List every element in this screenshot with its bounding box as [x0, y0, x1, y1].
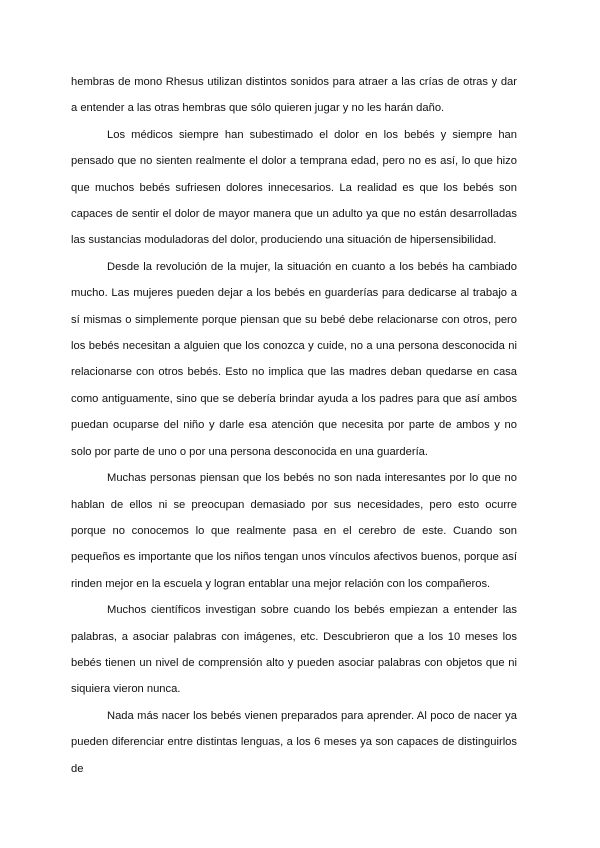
paragraph-continuation: hembras de mono Rhesus utilizan distintos sonidos para atraer a las crías de otras y dar a entender a las otras hembras que sólo quieren jugar y no les harán daño. [71, 76, 517, 115]
paragraph-born-learning: Nada más nacer los bebés vienen preparados para aprender. Al poco de nacer ya pueden diferenciar entre distintas lenguas, a los 6 meses ya son capaces de distinguirlos de [71, 709, 517, 775]
paragraph-women-revolution: Desde la revolución de la mujer, la situación en cuanto a los bebés ha cambiado mucho. Las mujeres pueden dejar a los bebés en guarderías para dedicarse al trabajo a sí mismas o simplemente porque piensan que su bebé debe relacionarse con otros, pero los bebés necesitan a alguien que los conozca y cuide, no a una persona desconocida ni relacionarse con otros bebés. Esto no implica que las madres deban quedarse en casa como antiguamente, sino que se debería brindar ayuda a los padres para que así ambos puedan ocuparse del niño y darle esa atención que necesita por parte de ambos y no solo por parte de uno o por una persona desconocida en una guardería. [71, 260, 517, 458]
paragraph-medical-pain: Los médicos siempre han subestimado el dolor en los bebés y siempre han pensado que no sienten realmente el dolor a temprana edad, pero no es así, lo que hizo que muchos bebés sufriesen dolores innecesarios. La realidad es que los bebés son capaces de sentir el dolor de mayor manera que un adulto ya que no están desarrolladas las sustancias moduladoras del dolor, produciendo una situación de hipersensibilidad. [71, 128, 517, 247]
paragraph-baby-interest: Muchas personas piensan que los bebés no son nada interesantes por lo que no hablan de ellos ni se preocupan demasiado por sus necesidades, pero esto ocurre porque no conocemos lo que realmente pasa en el cerebro de este. Cuando son pequeños es importante que los niños tengan unos vínculos afectivos buenos, porque así rinden mejor en la escuela y logran entablar una mejor relación con los compañeros. [71, 472, 517, 590]
paragraph-word-understanding: Muchos científicos investigan sobre cuando los bebés empiezan a entender las palabras, a asociar palabras con imágenes, etc. Descubrieron que a los 10 meses los bebés tienen un nivel de comprensión alto y pueden asociar palabras con objetos que ni siquiera vieron nunca. [71, 604, 517, 696]
body-text [71, 69, 517, 782]
